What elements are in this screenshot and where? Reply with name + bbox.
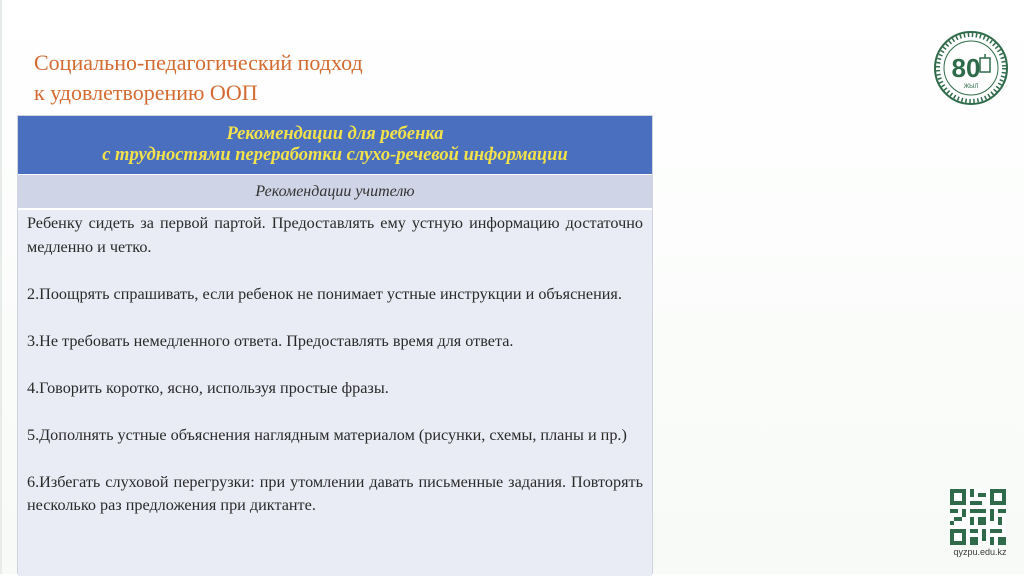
table-body — [18, 210, 652, 576]
recommendation-item: 6.Избегать слуховой перегрузки: при утомлении давать письменные задания. Повторять несколько раз предложения при диктанте. — [27, 472, 643, 514]
slide-title — [34, 48, 494, 108]
recommendation-item: 3.Не требовать немедленного ответа. Предоставлять время для ответа. — [27, 331, 514, 350]
recommendation-item: 5.Дополнять устные объяснения наглядным материалом (рисунки, схемы, планы и пр.) — [27, 425, 627, 444]
seal-number: 80 — [951, 53, 981, 83]
website-caption[interactable]: qyzpu.edu.kz — [953, 547, 1007, 557]
table-subheader: Рекомендации учителю — [18, 175, 652, 210]
seal-icon — [933, 30, 1009, 106]
recommendations-table — [17, 115, 653, 574]
qr-code-icon[interactable] — [950, 489, 1006, 545]
table-header-line-2: с трудностями переработки слухо-речевой информации — [102, 145, 568, 165]
recommendation-item: Ребенку сидеть за первой партой. Предоставлять ему устную информацию достаточно медленно и четко. — [27, 214, 643, 256]
slide-title-line-2: к удовлетворению ООП — [34, 80, 258, 105]
recommendation-item: 2.Поощрять спрашивать, если ребенок не понимает устные инструкции и объяснения. — [27, 284, 622, 303]
seal-caption: ЖЫЛ — [963, 84, 979, 90]
slide-edge — [0, 0, 2, 574]
recommendation-item: 4.Говорить коротко, ясно, используя простые фразы. — [27, 378, 389, 397]
slide-title-line-1: Социально-педагогический подход — [34, 50, 363, 75]
table-header — [18, 116, 652, 175]
university-seal-logo — [933, 30, 1009, 106]
table-header-line-1: Рекомендации для ребенка — [226, 124, 444, 144]
